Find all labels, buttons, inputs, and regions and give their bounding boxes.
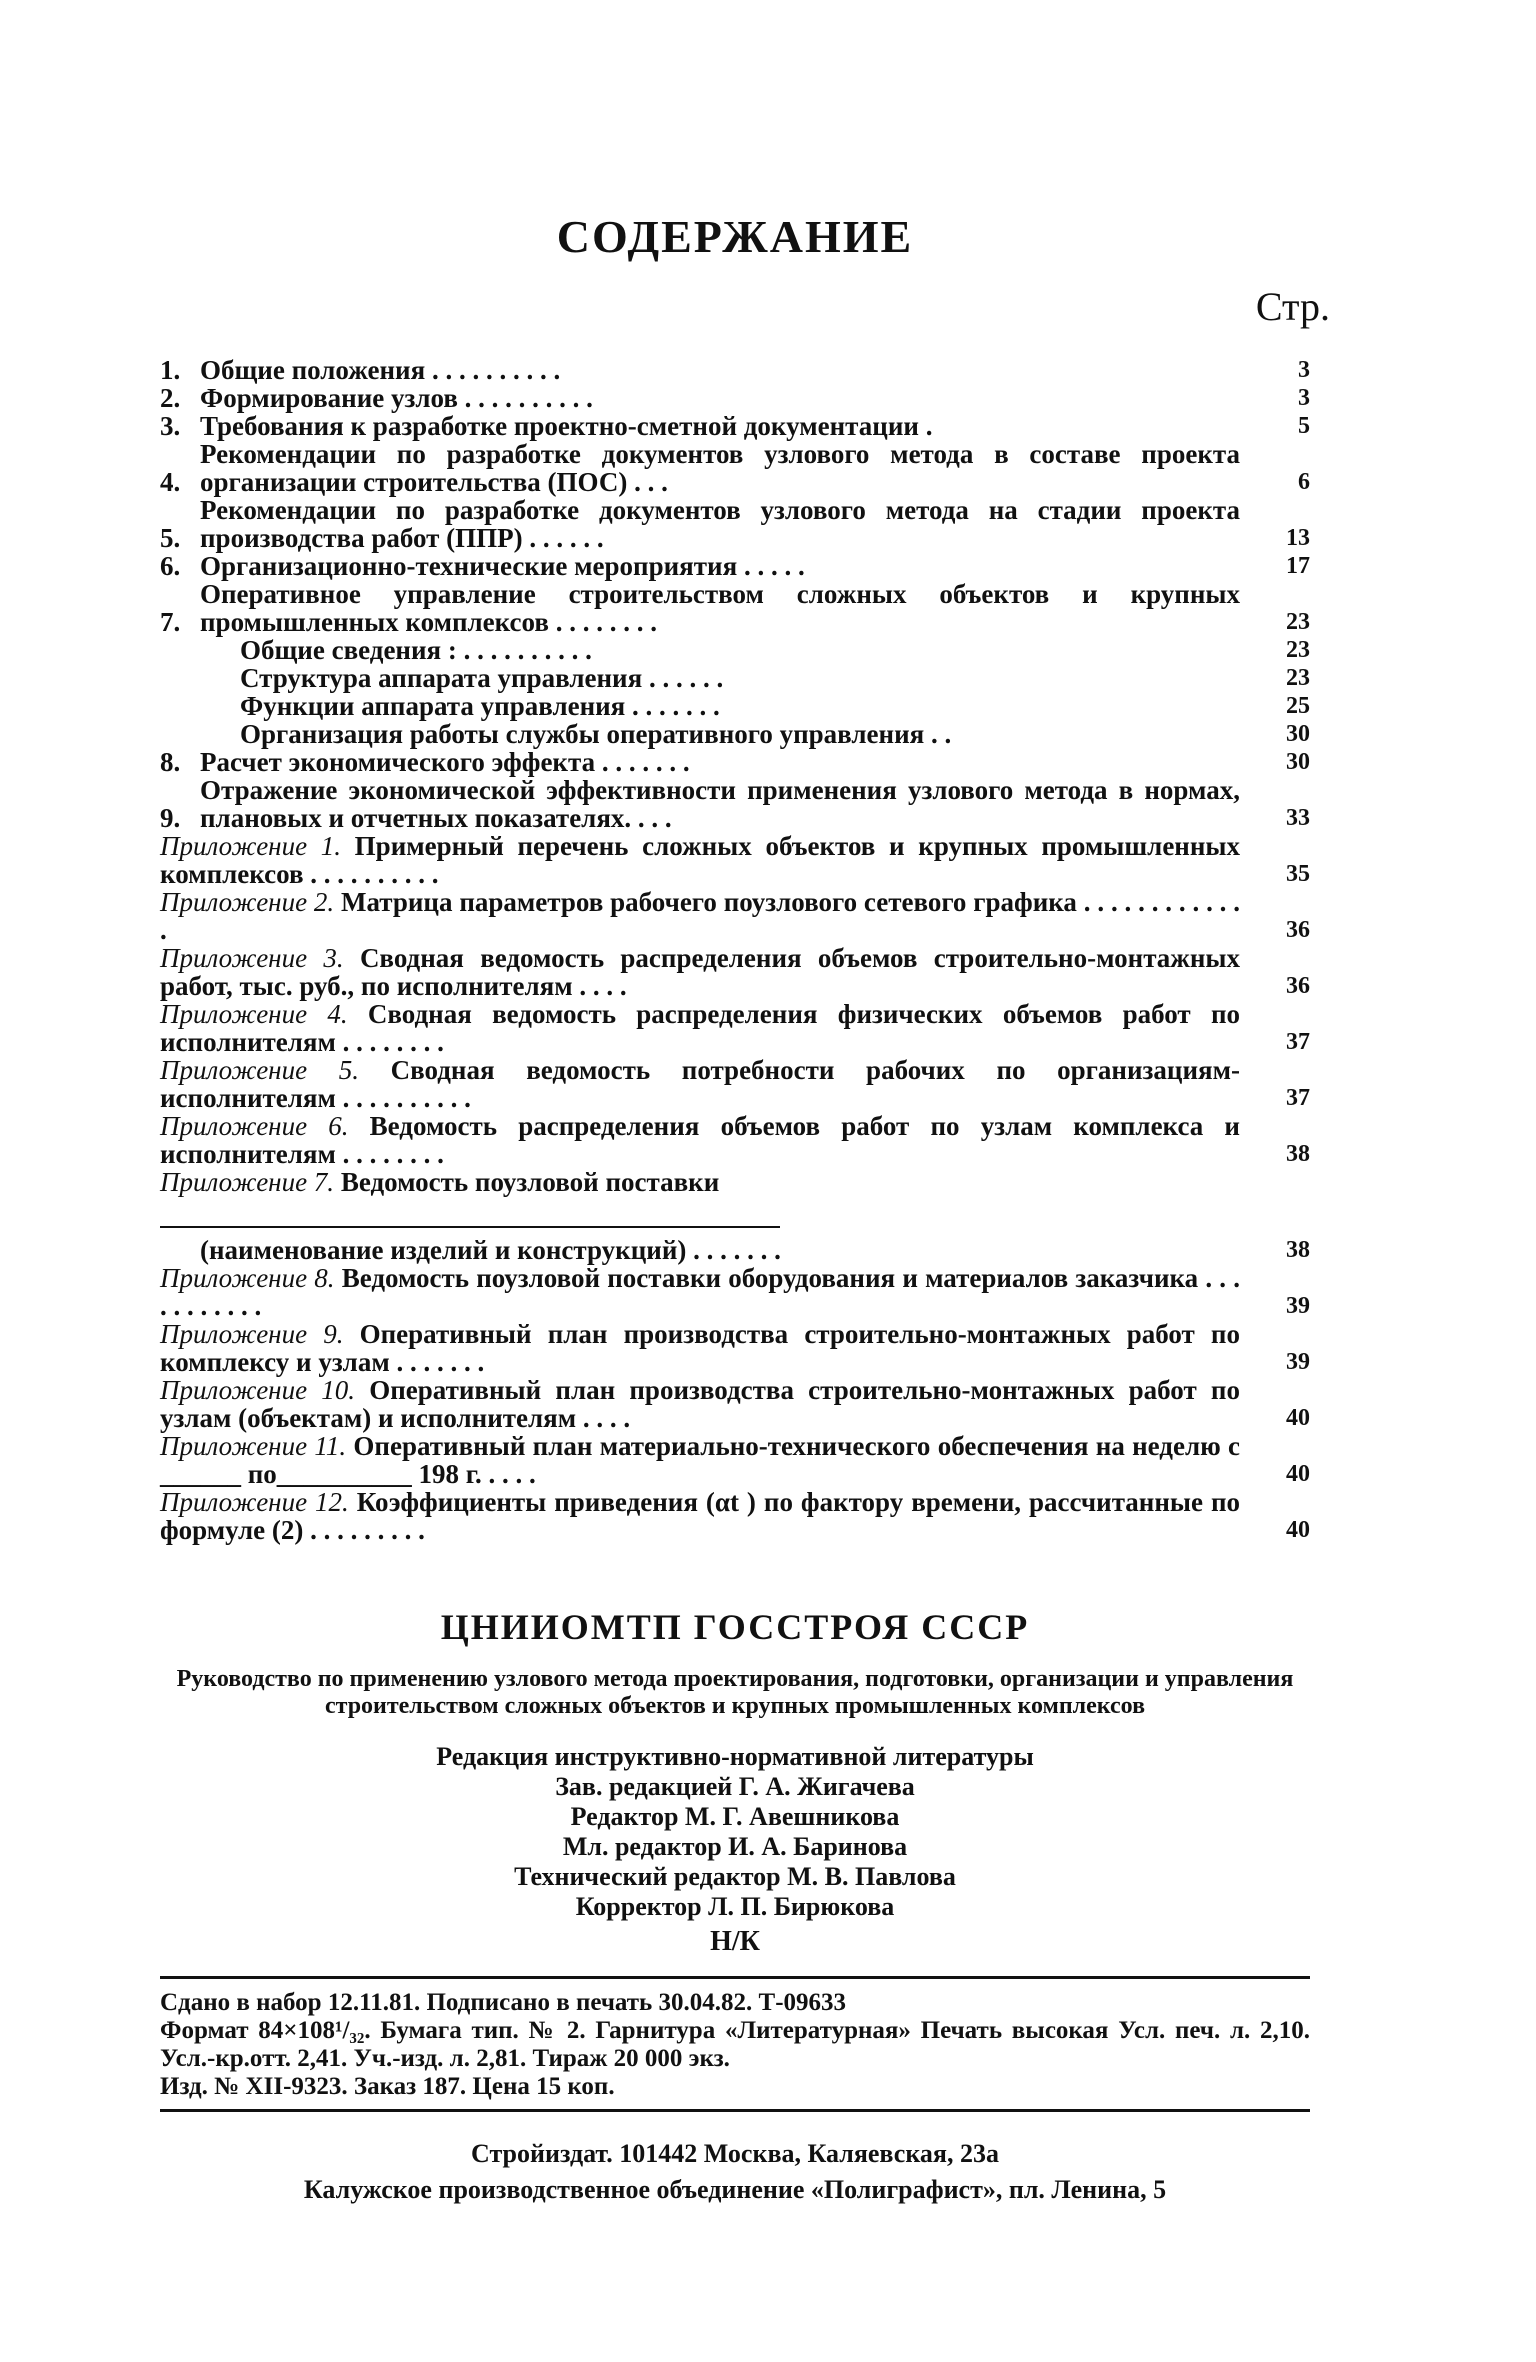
toc-entry-title: Организация работы службы оперативного управления . . (240, 719, 952, 749)
toc-entry-text (200, 664, 1240, 692)
appendix-label: Приложение 3. (160, 943, 344, 973)
publisher-block (160, 1606, 1310, 1958)
toc-entry-text (200, 356, 1240, 384)
toc-entry-title: Ведомость поузловой поставки (340, 1167, 720, 1197)
staff-line: Редакция инструктивно-нормативной литературы (436, 1742, 1034, 1771)
staff-line: Зав. редакцией Г. А. Жигачева (555, 1772, 915, 1801)
toc-entry-page: 3 (1298, 357, 1310, 383)
printer-info (160, 2136, 1310, 2208)
toc-entry-title: Ведомость распределения объемов работ по узлам комплекса и исполнителям . . . . . . . . (160, 1111, 1240, 1169)
toc-entry-text (200, 720, 1240, 748)
toc-entry (160, 1168, 1310, 1196)
editorial-staff (160, 1742, 1310, 1922)
toc-entry-text (160, 1168, 1240, 1196)
appendix-label: Приложение 2. (160, 887, 335, 917)
appendix-label: Приложение 1. (160, 831, 341, 861)
toc-entry (160, 440, 1310, 496)
toc-entry (160, 1376, 1310, 1432)
toc-entry-page: 30 (1286, 749, 1310, 775)
toc-entry (160, 1320, 1310, 1376)
toc-entry-number: 8. (160, 747, 181, 777)
publisher-org: ЦНИИОМТП ГОССТРОЯ СССР (440, 1607, 1030, 1647)
toc-entry-text (160, 1376, 1240, 1432)
toc-entry-title: Оперативный план материально-технического обеспечения на неделю с ______ по__________ 198 г. . . . . (160, 1431, 1241, 1489)
toc-entry-text (200, 580, 1240, 636)
toc-entry-number: 9. (160, 803, 181, 833)
toc-entry-page: 23 (1286, 637, 1310, 663)
toc-entry (160, 496, 1310, 552)
toc-entry-text (160, 1056, 1240, 1112)
toc-entry-title: Общие сведения : . . . . . . . . . . (240, 635, 592, 665)
toc-entry-page: 35 (1286, 861, 1310, 887)
toc-entry-number: 5. (160, 523, 181, 553)
colophon (160, 1976, 1310, 2112)
toc-entry-title: Формирование узлов . . . . . . . . . . (200, 383, 593, 413)
toc-entry-title: Примерный перечень сложных объектов и крупных промышленных комплексов . . . . . . . . . . (160, 831, 1241, 889)
toc-entry-title: Сводная ведомость потребности рабочих по организациям-исполнителям . . . . . . . . . . (160, 1055, 1240, 1113)
toc-entry-text (200, 412, 1240, 440)
toc-entry-page: 6 (1298, 469, 1310, 495)
contents-page (160, 180, 1330, 2208)
toc-entry (160, 832, 1310, 888)
toc-entry-title: Общие положения . . . . . . . . . . (200, 355, 561, 385)
toc-entry (160, 888, 1310, 944)
toc-entry-text (200, 636, 1240, 664)
nk-mark: Н/К (710, 1926, 760, 1957)
toc-entry-page: 37 (1286, 1085, 1310, 1111)
toc-entry-page: 5 (1298, 413, 1310, 439)
toc-entry-text (160, 832, 1240, 888)
printer-line: Калужское производственное объединение «Полиграфист», пл. Ленина, 5 (303, 2175, 1167, 2204)
toc-entry (160, 384, 1310, 412)
toc-entry-number: 6. (160, 551, 181, 581)
appendix-label: Приложение 11. (160, 1431, 347, 1461)
toc-entry-title: Оперативное управление строительством сложных объектов и крупных промышленных комплексов . . . . . . . . (200, 579, 1240, 637)
toc-entry-title: Рекомендации по разработке документов узлового метода на стадии проекта производства работ (ППР) . . . . . . (200, 495, 1240, 553)
toc-entry-title: Структура аппарата управления . . . . . . (240, 663, 724, 693)
toc-entry-page: 38 (1286, 1141, 1310, 1167)
toc-entry-page: 37 (1286, 1029, 1310, 1055)
toc-entry (160, 1000, 1310, 1056)
toc-entry-text (200, 748, 1240, 776)
printer-line: Стройиздат. 101442 Москва, Каляевская, 23а (471, 2139, 999, 2168)
toc-entry-page: 25 (1286, 693, 1310, 719)
toc-entry-title: Оперативный план производства строительно-монтажных работ по комплексу и узлам . . . . . . . (160, 1319, 1240, 1377)
toc-entry-title: Рекомендации по разработке документов узлового метода в составе проекта организации строительства (ПОС) . . . (200, 439, 1240, 497)
toc-entry-text (160, 1000, 1240, 1056)
toc-entry-text (160, 1320, 1240, 1376)
toc-entry-text (200, 692, 1240, 720)
toc-entry (160, 552, 1310, 580)
staff-line: Редактор М. Г. Авешникова (570, 1802, 900, 1831)
toc-entry-page: 13 (1286, 525, 1310, 551)
toc-entry-number: 2. (160, 383, 181, 413)
appendix-label: Приложение 5. (160, 1055, 359, 1085)
toc-entry-page: 33 (1286, 805, 1310, 831)
appendix-label: Приложение 4. (160, 999, 348, 1029)
toc-entry-number: 4. (160, 467, 181, 497)
toc-entry-text (200, 776, 1240, 832)
toc-entry-page: 30 (1286, 721, 1310, 747)
toc-entry-title: Расчет экономического эффекта . . . . . . . (200, 747, 690, 777)
appendix-label: Приложение 8. (160, 1263, 335, 1293)
toc-entry-page: 40 (1286, 1517, 1310, 1543)
toc-entry-text (160, 888, 1240, 944)
toc-entry-number: 3. (160, 411, 181, 441)
toc-entry (160, 1264, 1310, 1320)
divider (160, 1226, 780, 1228)
table-of-contents (160, 356, 1310, 1196)
staff-line: Мл. редактор И. А. Баринова (562, 1832, 908, 1861)
toc-entry-title: Оперативный план производства строительно-монтажных работ по узлам (объектам) и исполнителям . . . . (160, 1375, 1240, 1433)
toc-entry-text (160, 944, 1240, 1000)
toc-entry-number: 1. (160, 355, 181, 385)
toc-entry (160, 636, 1310, 664)
toc-entry (160, 1056, 1310, 1112)
colophon-line: Формат 84×108¹/₃₂. Бумага тип. № 2. Гарнитура «Литературная» Печать высокая Усл. печ. л. 2,10. Усл.-кр.отт. 2,41. Уч.-изд. л. 2,81. Тираж 20 000 экз. (160, 2017, 1310, 2072)
toc-entry-page: 40 (1286, 1405, 1310, 1431)
toc-entry-page: 39 (1286, 1293, 1310, 1319)
toc-entry (160, 356, 1310, 384)
toc-entry (160, 580, 1310, 636)
toc-entry-page: 40 (1286, 1461, 1310, 1487)
book-title: Руководство по применению узлового метода проектирования, подготовки, организации и управления строительством сложных объектов и крупных промышленных комплексов (176, 1666, 1294, 1719)
toc-entry-title: (наименование изделий и конструкций) . . . . . . . (200, 1235, 781, 1265)
toc-entry (160, 1112, 1310, 1168)
toc-entry-page: 36 (1286, 973, 1310, 999)
toc-entry-text (200, 1236, 1240, 1264)
toc-entry-page: 39 (1286, 1349, 1310, 1375)
toc-entry-title: Отражение экономической эффективности применения узлового метода в нормах, плановых и отчетных показателях. . . . (200, 775, 1240, 833)
toc-entry-title: Сводная ведомость распределения физических объемов работ по исполнителям . . . . . . . . (160, 999, 1241, 1057)
toc-entry (160, 1236, 1310, 1264)
toc-entry-text (160, 1112, 1240, 1168)
toc-entry-page: 23 (1286, 609, 1310, 635)
page-column-label: Стр. (1255, 284, 1330, 329)
appendix-label: Приложение 10. (160, 1375, 356, 1405)
toc-entry-title: Ведомость поузловой поставки оборудования и материалов заказчика . . . . . . . . . . . (160, 1263, 1240, 1321)
toc-entry-page: 38 (1286, 1237, 1310, 1263)
appendix-label: Приложение 7. (160, 1167, 335, 1197)
toc-entry-title: Функции аппарата управления . . . . . . . (240, 691, 720, 721)
toc-entry-text (160, 1488, 1240, 1544)
toc-entry-text (160, 1432, 1240, 1488)
colophon-line: Изд. № XII-9323. Заказ 187. Цена 15 коп. (160, 2073, 615, 2100)
toc-entry (160, 1488, 1310, 1544)
toc-entry (160, 1432, 1310, 1488)
toc-entry-text (200, 496, 1240, 552)
toc-entry (160, 720, 1310, 748)
toc-entry-title: Организационно-технические мероприятия . . . . . (200, 551, 805, 581)
table-of-contents-continued (160, 1236, 1310, 1544)
appendix-label: Приложение 6. (160, 1111, 349, 1141)
staff-line: Технический редактор М. В. Павлова (514, 1862, 956, 1891)
toc-entry (160, 944, 1310, 1000)
toc-entry-title: Требования к разработке проектно-сметной документации . (200, 411, 933, 441)
toc-entry-title: Сводная ведомость распределения объемов строительно-монтажных работ, тыс. руб., по исполнителям . . . . (160, 943, 1240, 1001)
colophon-line: Сдано в набор 12.11.81. Подписано в печать 30.04.82. Т-09633 (160, 1989, 847, 2016)
toc-entry-page: 36 (1286, 917, 1310, 943)
appendix-label: Приложение 9. (160, 1319, 344, 1349)
toc-entry (160, 776, 1310, 832)
toc-entry-number: 7. (160, 607, 181, 637)
toc-entry-text (200, 440, 1240, 496)
toc-entry (160, 748, 1310, 776)
toc-entry (160, 412, 1310, 440)
toc-entry (160, 664, 1310, 692)
toc-entry-page: 17 (1286, 553, 1310, 579)
staff-line: Корректор Л. П. Бирюкова (575, 1892, 895, 1921)
appendix-label: Приложение 12. (160, 1487, 349, 1517)
toc-entry-page: 23 (1286, 665, 1310, 691)
toc-entry-title: Коэффициенты приведения (αt ) по фактору времени, рассчитанные по формуле (2) . . . . . . . . . (160, 1487, 1241, 1545)
toc-entry-text (200, 384, 1240, 412)
toc-entry-text (200, 552, 1240, 580)
toc-entry-title: Матрица параметров рабочего поузлового сетевого графика . . . . . . . . . . . . . (160, 887, 1240, 945)
toc-entry-page: 3 (1298, 385, 1310, 411)
page-title: СОДЕРЖАНИЕ (556, 211, 914, 262)
toc-entry-text (160, 1264, 1240, 1320)
toc-entry (160, 692, 1310, 720)
